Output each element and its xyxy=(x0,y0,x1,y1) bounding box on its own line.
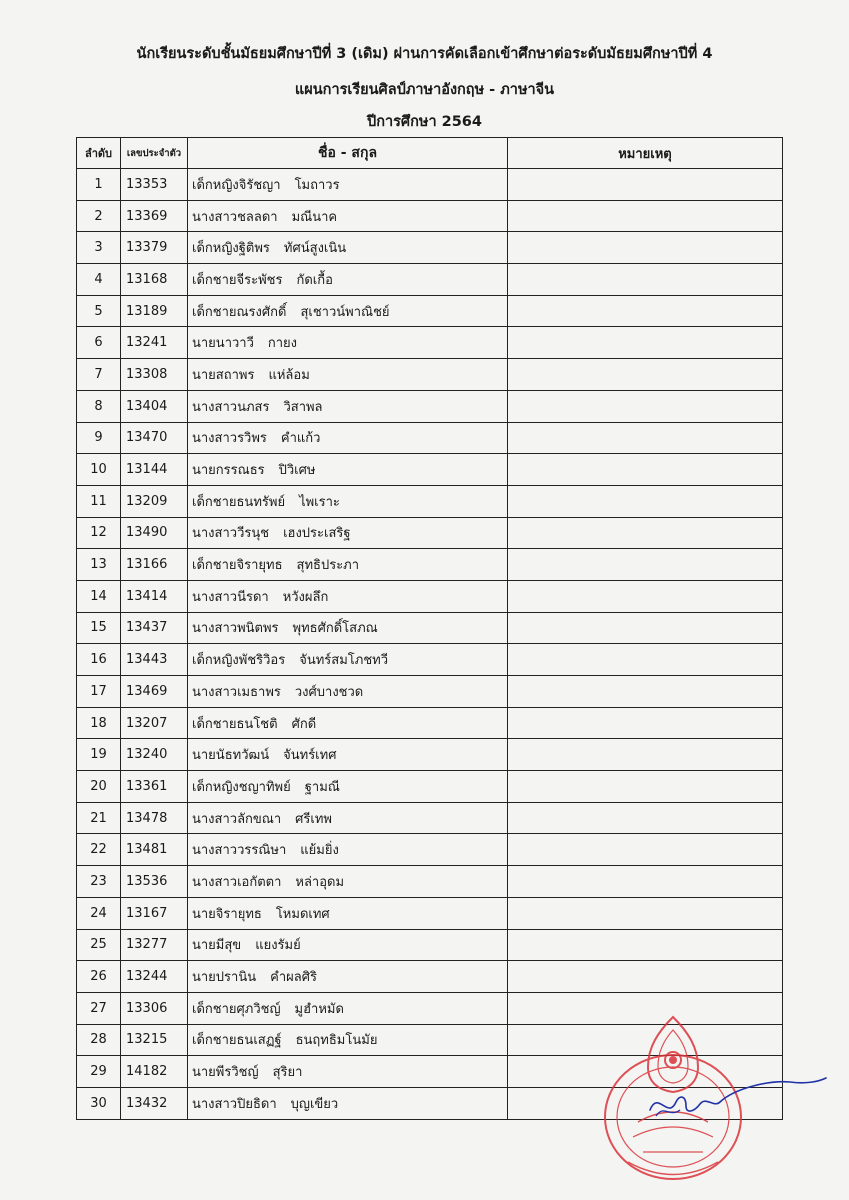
first-name: เด็กชายธนทรัพย์ xyxy=(192,494,286,510)
note-cell xyxy=(508,707,783,739)
row-number: 10 xyxy=(77,454,121,486)
student-name xyxy=(188,1056,508,1088)
signature-icon xyxy=(640,1060,830,1140)
table-row xyxy=(77,549,783,581)
student-name xyxy=(188,264,508,296)
table-row xyxy=(77,771,783,803)
student-name xyxy=(188,390,508,422)
student-id: 13404 xyxy=(121,390,188,422)
student-id: 13167 xyxy=(121,897,188,929)
last-name: คำแก้ว xyxy=(280,431,321,447)
student-name xyxy=(188,327,508,359)
row-number: 14 xyxy=(77,580,121,612)
first-name: นายมีสุข xyxy=(192,938,242,954)
row-number: 18 xyxy=(77,707,121,739)
first-name: นายปรานิน xyxy=(192,970,257,986)
row-number: 24 xyxy=(77,897,121,929)
header-note: หมายเหตุ xyxy=(508,138,783,169)
student-name xyxy=(188,866,508,898)
row-number: 11 xyxy=(77,485,121,517)
last-name: พุทธศักดิ์โสภณ xyxy=(292,621,378,637)
note-cell xyxy=(508,295,783,327)
row-number: 15 xyxy=(77,612,121,644)
table-header-row xyxy=(77,138,783,169)
last-name: ปิวิเศษ xyxy=(278,463,316,479)
note-cell xyxy=(508,264,783,296)
first-name: นายสถาพร xyxy=(192,367,255,383)
table-row xyxy=(77,485,783,517)
first-name: เด็กชายศุภวิชญ์ xyxy=(192,1001,281,1017)
table-row xyxy=(77,295,783,327)
note-cell xyxy=(508,517,783,549)
first-name: นางสาวนภสร xyxy=(192,399,270,415)
table-row xyxy=(77,169,783,201)
student-id: 13470 xyxy=(121,422,188,454)
student-name xyxy=(188,485,508,517)
student-id: 13437 xyxy=(121,612,188,644)
first-name: เด็กหญิงจิรัชญา xyxy=(192,177,281,193)
header-name: ชื่อ - สกุล xyxy=(188,138,508,169)
note-cell xyxy=(508,200,783,232)
student-id: 13240 xyxy=(121,739,188,771)
first-name: นายนัธทวัฒน์ xyxy=(192,748,270,764)
note-cell xyxy=(508,232,783,264)
table-row xyxy=(77,802,783,834)
first-name: เด็กชายธนเสฏฐ์ xyxy=(192,1033,282,1049)
table-row xyxy=(77,359,783,391)
student-id: 13443 xyxy=(121,644,188,676)
row-number: 5 xyxy=(77,295,121,327)
row-number: 16 xyxy=(77,644,121,676)
first-name: นางสาวลักขณา xyxy=(192,811,282,827)
first-name: นางสาวนีรดา xyxy=(192,589,269,605)
table-row xyxy=(77,232,783,264)
first-name: เด็กชายจีระพัชร xyxy=(192,272,283,288)
note-cell xyxy=(508,644,783,676)
student-id: 13168 xyxy=(121,264,188,296)
note-cell xyxy=(508,834,783,866)
note-cell xyxy=(508,771,783,803)
student-name xyxy=(188,232,508,264)
last-name: ทัศน์สูงเนิน xyxy=(283,241,347,257)
last-name: มูฮำหมัด xyxy=(294,1001,344,1017)
last-name: มณีนาค xyxy=(291,209,338,225)
student-id: 13369 xyxy=(121,200,188,232)
first-name: นางสาวเอกัตตา xyxy=(192,874,282,890)
row-number: 2 xyxy=(77,200,121,232)
first-name: เด็กหญิงฐิติพร xyxy=(192,241,270,257)
student-name xyxy=(188,707,508,739)
first-name: เด็กหญิงพัชริวิอร xyxy=(192,653,286,669)
note-cell xyxy=(508,454,783,486)
note-cell xyxy=(508,422,783,454)
note-cell xyxy=(508,929,783,961)
table-row xyxy=(77,580,783,612)
first-name: เด็กหญิงชญาทิพย์ xyxy=(192,779,291,795)
student-id: 13481 xyxy=(121,834,188,866)
row-number: 29 xyxy=(77,1056,121,1088)
table-row xyxy=(77,200,783,232)
note-cell xyxy=(508,739,783,771)
note-cell xyxy=(508,359,783,391)
student-id: 13308 xyxy=(121,359,188,391)
student-name xyxy=(188,992,508,1024)
note-cell xyxy=(508,802,783,834)
table-row xyxy=(77,612,783,644)
row-number: 6 xyxy=(77,327,121,359)
table-row xyxy=(77,739,783,771)
row-number: 4 xyxy=(77,264,121,296)
last-name: กัดเกื้อ xyxy=(296,272,333,288)
student-id: 13469 xyxy=(121,676,188,708)
last-name: เฮงประเสริฐ xyxy=(283,526,351,542)
student-id: 13414 xyxy=(121,580,188,612)
first-name: นางสาวเมธาพร xyxy=(192,684,281,700)
last-name: หล่าอุดม xyxy=(295,874,345,890)
student-id: 13379 xyxy=(121,232,188,264)
row-number: 1 xyxy=(77,169,121,201)
row-number: 19 xyxy=(77,739,121,771)
table-row xyxy=(77,517,783,549)
first-name: เด็กชายธนโชติ xyxy=(192,716,278,732)
student-id: 13209 xyxy=(121,485,188,517)
table-row xyxy=(77,834,783,866)
row-number: 21 xyxy=(77,802,121,834)
table-row xyxy=(77,422,783,454)
table-row xyxy=(77,454,783,486)
student-name xyxy=(188,1024,508,1056)
student-id: 13361 xyxy=(121,771,188,803)
last-name: คำผลศิริ xyxy=(270,970,317,986)
first-name: นายจิรายุทธ xyxy=(192,906,262,922)
last-name: วิสาพล xyxy=(283,399,323,415)
table-row xyxy=(77,961,783,993)
table-row xyxy=(77,897,783,929)
last-name: จันทร์เทศ xyxy=(283,748,337,764)
last-name: สุเชาวน์พาณิชย์ xyxy=(300,304,390,320)
note-cell xyxy=(508,327,783,359)
student-id: 13215 xyxy=(121,1024,188,1056)
student-name xyxy=(188,580,508,612)
note-cell xyxy=(508,612,783,644)
student-table xyxy=(76,137,783,1120)
student-name xyxy=(188,169,508,201)
student-name xyxy=(188,549,508,581)
last-name: วงศ์บางชวด xyxy=(294,684,364,700)
academic-year: ปีการศึกษา 2564 xyxy=(366,114,482,130)
student-name xyxy=(188,1087,508,1119)
first-name: เด็กชายจิรายุทธ xyxy=(192,558,283,574)
row-number: 13 xyxy=(77,549,121,581)
first-name: นางสาววรรณิษา xyxy=(192,843,287,859)
row-number: 22 xyxy=(77,834,121,866)
table-row xyxy=(77,644,783,676)
note-cell xyxy=(508,866,783,898)
row-number: 12 xyxy=(77,517,121,549)
note-cell xyxy=(508,961,783,993)
last-name: ฐามณี xyxy=(304,779,340,795)
note-cell xyxy=(508,897,783,929)
first-name: นางสาวรวิพร xyxy=(192,431,267,447)
study-plan-title: แผนการเรียนศิลป์ภาษาอังกฤษ - ภาษาจีน xyxy=(294,82,555,98)
student-name xyxy=(188,644,508,676)
student-id: 13207 xyxy=(121,707,188,739)
row-number: 23 xyxy=(77,866,121,898)
student-name xyxy=(188,422,508,454)
header-id: เลขประจำตัว xyxy=(121,138,188,169)
last-name: สุทธิประภา xyxy=(296,558,360,574)
table-row xyxy=(77,264,783,296)
note-cell xyxy=(508,580,783,612)
student-id: 13306 xyxy=(121,992,188,1024)
student-name xyxy=(188,929,508,961)
table-row xyxy=(77,707,783,739)
student-name xyxy=(188,739,508,771)
row-number: 20 xyxy=(77,771,121,803)
row-number: 9 xyxy=(77,422,121,454)
last-name: กายง xyxy=(267,336,298,352)
student-name xyxy=(188,612,508,644)
student-name xyxy=(188,295,508,327)
note-cell xyxy=(508,549,783,581)
student-name xyxy=(188,834,508,866)
table-row xyxy=(77,390,783,422)
first-name: นางสาววีรนุช xyxy=(192,526,270,542)
first-name: นายนาวาวี xyxy=(192,336,254,352)
last-name: ศักดี xyxy=(291,716,317,732)
student-id: 13244 xyxy=(121,961,188,993)
last-name: ศรีเทพ xyxy=(295,811,332,827)
student-name xyxy=(188,359,508,391)
student-name xyxy=(188,961,508,993)
table-row xyxy=(77,929,783,961)
row-number: 26 xyxy=(77,961,121,993)
header-no: ลำดับ xyxy=(77,138,121,169)
first-name: เด็กชายณรงศักดิ์ xyxy=(192,304,287,320)
table-row xyxy=(77,327,783,359)
row-number: 27 xyxy=(77,992,121,1024)
last-name: หวังผลึก xyxy=(282,589,329,605)
note-cell xyxy=(508,676,783,708)
last-name: โมถาวร xyxy=(294,177,340,193)
student-id: 13241 xyxy=(121,327,188,359)
student-id: 13353 xyxy=(121,169,188,201)
student-id: 13144 xyxy=(121,454,188,486)
student-name xyxy=(188,802,508,834)
note-cell xyxy=(508,169,783,201)
student-id: 13166 xyxy=(121,549,188,581)
row-number: 30 xyxy=(77,1087,121,1119)
student-name xyxy=(188,897,508,929)
student-id: 13432 xyxy=(121,1087,188,1119)
last-name: แยงรัมย์ xyxy=(255,938,301,954)
table-body xyxy=(77,169,783,1120)
first-name: นางสาวพนิตพร xyxy=(192,621,279,637)
note-cell xyxy=(508,485,783,517)
note-cell xyxy=(508,390,783,422)
row-number: 28 xyxy=(77,1024,121,1056)
last-name: สุริยา xyxy=(272,1065,303,1081)
last-name: โหมดเทศ xyxy=(275,906,330,922)
student-id: 13478 xyxy=(121,802,188,834)
last-name: ธนฤทธิมโนมัย xyxy=(295,1033,378,1049)
student-name xyxy=(188,517,508,549)
first-name: นายพีรวิชญ์ xyxy=(192,1065,259,1081)
document-title: นักเรียนระดับชั้นมัธยมศึกษาปีที่ 3 (เดิม) ผ่านการคัดเลือกเข้าศึกษาต่อระดับมัธยมศึกษาปีที่ 4 xyxy=(136,46,713,62)
last-name: แย้มยิ่ง xyxy=(300,843,339,859)
student-name xyxy=(188,200,508,232)
table-row xyxy=(77,676,783,708)
student-id: 13277 xyxy=(121,929,188,961)
row-number: 8 xyxy=(77,390,121,422)
table-row xyxy=(77,866,783,898)
student-id: 13189 xyxy=(121,295,188,327)
last-name: จันทร์สมโภชทวี xyxy=(299,653,389,669)
row-number: 25 xyxy=(77,929,121,961)
student-id: 13536 xyxy=(121,866,188,898)
student-name xyxy=(188,454,508,486)
student-name xyxy=(188,771,508,803)
last-name: บุญเขียว xyxy=(290,1096,339,1112)
row-number: 3 xyxy=(77,232,121,264)
last-name: แห่ล้อม xyxy=(268,367,310,383)
student-name xyxy=(188,676,508,708)
student-id: 13490 xyxy=(121,517,188,549)
first-name: นายกรรณธร xyxy=(192,463,265,479)
row-number: 7 xyxy=(77,359,121,391)
student-id: 14182 xyxy=(121,1056,188,1088)
last-name: ไพเราะ xyxy=(299,494,340,510)
first-name: นางสาวปิยธิดา xyxy=(192,1096,277,1112)
row-number: 17 xyxy=(77,676,121,708)
first-name: นางสาวชลลดา xyxy=(192,209,278,225)
